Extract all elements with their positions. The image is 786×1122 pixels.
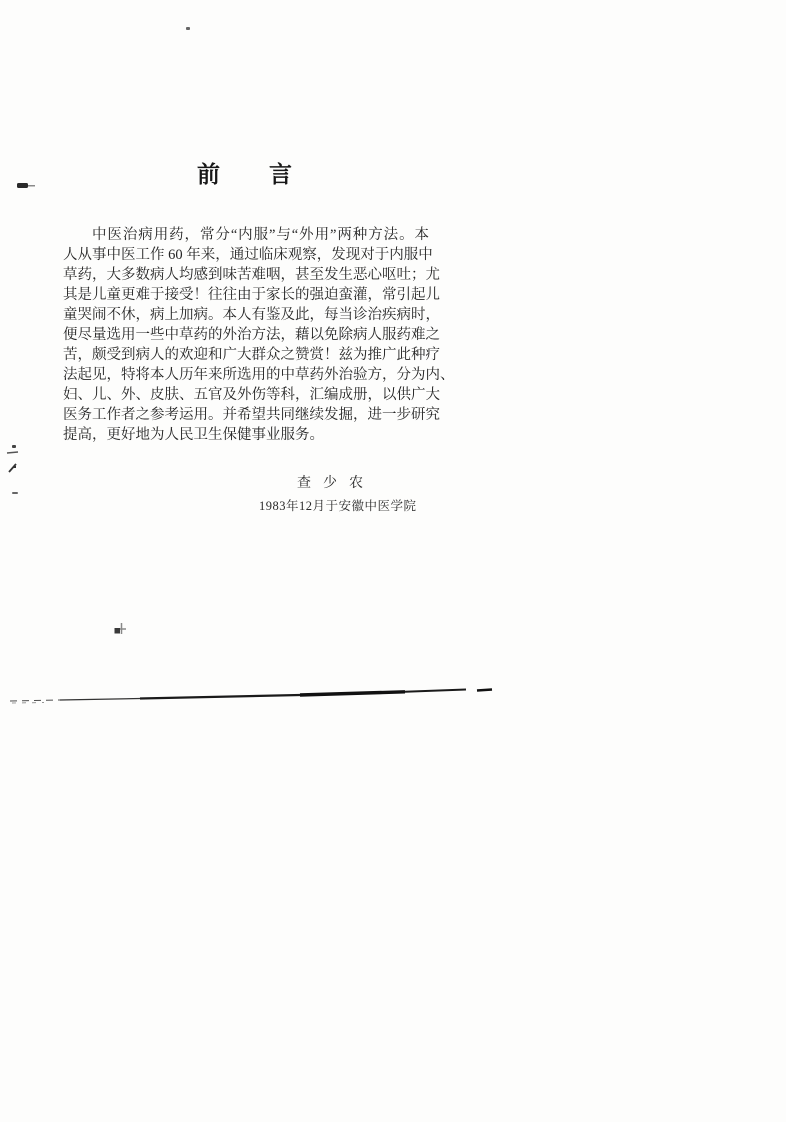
paragraph-line: 医务工作者之参考运用。并希望共同继续发掘，进一步研究 [63,407,440,423]
scan-fold-line [10,690,492,704]
paragraph-line: 人从事中医工作 60 年来，通过临床观察，发现对于内服中 [63,247,433,263]
scan-margin-marks [7,445,18,494]
paragraph-line: 妇、儿、外、皮肤、五官及外伤等科，汇编成册，以供广大 [63,387,440,403]
scan-cross-mark [115,623,127,634]
scan-smudge [17,183,35,188]
paragraph-line: 中医治病用药，常分“内服”与“外用”两种方法。本 [92,227,429,243]
preface-paragraph [63,225,455,445]
signature-dateline: 1983年12月于安徽中医学院 [259,499,417,513]
paragraph-line: 法起见，特将本人历年来所选用的中草药外治验方，分为内、 [63,367,455,383]
paragraph-line: 其是儿童更难于接受！往往由于家长的强迫蛮灌，常引起儿 [63,287,440,303]
paragraph-line: 便尽量选用一些中草药的外治方法，藉以免除病人服药难之 [63,327,440,343]
paragraph-line: 草药，大多数病人均感到味苦难咽，甚至发生恶心呕吐；尤 [63,267,440,283]
paragraph-line: 童哭闹不休，病上加病。本人有鉴及此，每当诊治疾病时， [63,307,440,323]
author-signature: 查少农 [297,476,375,491]
paragraph-line: 苦，颇受到病人的欢迎和广大群众之赞赏！兹为推广此种疗 [63,347,440,363]
paragraph-line: 提高，更好地为人民卫生保健事业服务。 [63,427,324,443]
scan-speck [186,27,190,30]
page-title: 前 言 [197,162,293,187]
